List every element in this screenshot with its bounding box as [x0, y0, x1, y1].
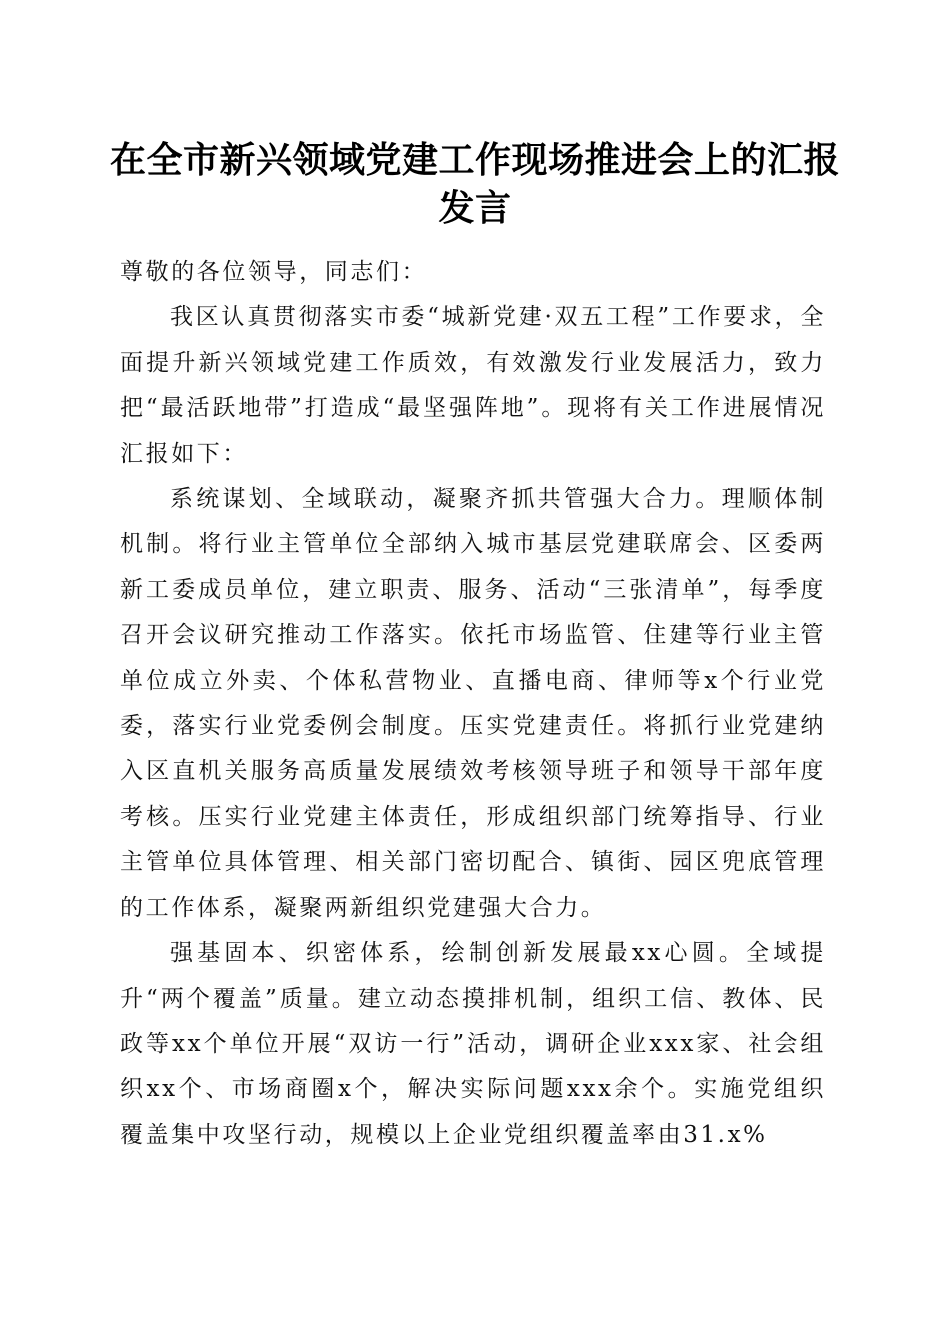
paragraph-section-2: 强基固本、织密体系，绘制创新发展最xx心圆。全域提升“两个覆盖”质量。建立动态摸排机制，组织工信、教体、民政等xx个单位开展“双访一行”活动，调研企业xxx家、社会组织xx个、市场商圈x个，解决实际问题xxx余个。实施党组织覆盖集中攻坚行动，规模以上企业党组织覆盖率由31.x% [120, 940, 826, 1148]
document-title: 在全市新兴领域党建工作现场推进会上的汇报发言 [110, 139, 841, 229]
document-body [120, 250, 826, 1158]
paragraph-section-1: 系统谋划、全域联动，凝聚齐抓共管强大合力。理顺体制机制。将行业主管单位全部纳入城市基层党建联席会、区委两新工委成员单位，建立职责、服务、活动“三张清单”，每季度召开会议研究推动工作落实。依托市场监管、住建等行业主管单位成立外卖、个体私营物业、直播电商、律师等x个行业党委，落实行业党委例会制度。压实党建责任。将抓行业党建纳入区直机关服务高质量发展绩效考核领导班子和领导干部年度考核。压实行业党建主体责任，形成组织部门统筹指导、行业主管单位具体管理、相关部门密切配合、镇街、园区兜底管理的工作体系，凝聚两新组织党建强大合力。 [120, 486, 826, 921]
salutation: 尊敬的各位领导，同志们： [120, 259, 428, 285]
paragraph-intro: 我区认真贯彻落实市委“城新党建·双五工程”工作要求，全面提升新兴领域党建工作质效，有效激发行业发展活力，致力把“最活跃地带”打造成“最坚强阵地”。现将有关工作进展情况汇报如下： [120, 304, 826, 467]
